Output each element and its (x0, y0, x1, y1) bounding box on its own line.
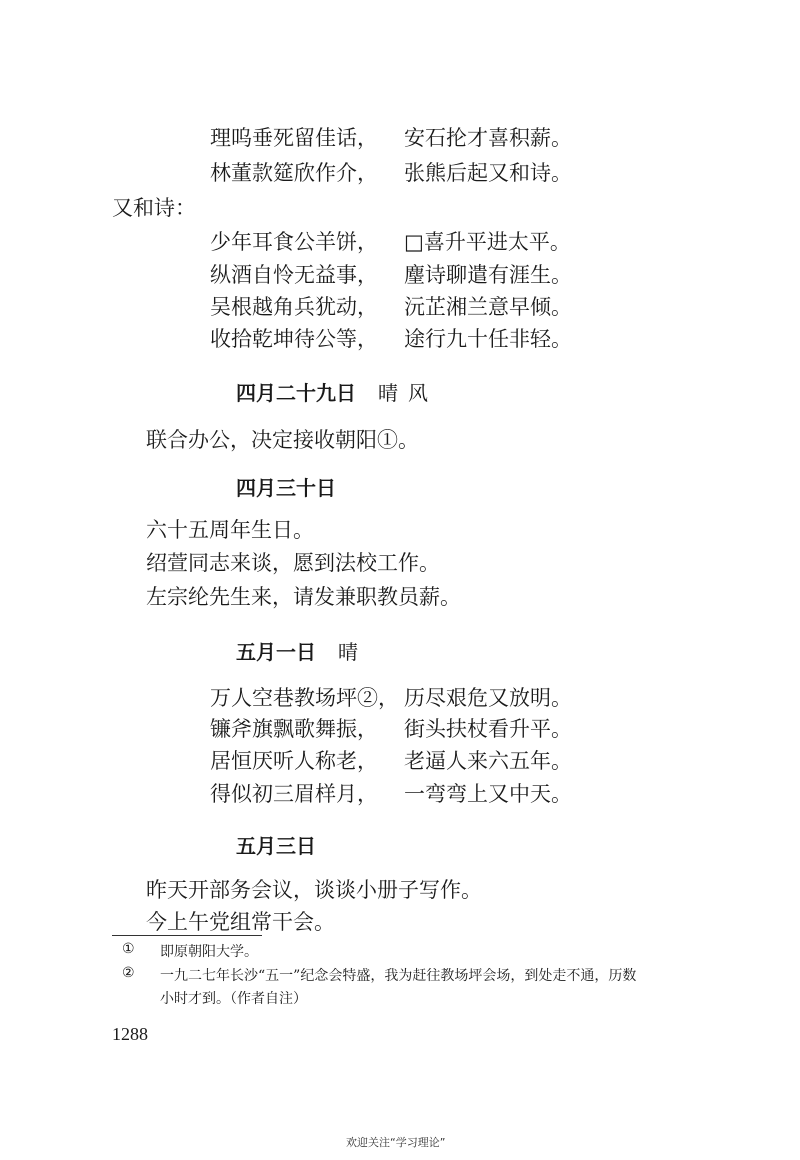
entry-date: 五月三日 (236, 834, 316, 858)
poem-intro: 又和诗： (112, 196, 196, 220)
entry-text-line: 联合办公，决定接收朝阳①。 (146, 428, 419, 452)
poem-line-left: 得似初三眉样月， (210, 782, 378, 806)
entry-date: 五月一日 (236, 640, 316, 664)
entry-weather: 晴 (338, 640, 368, 664)
watermark-text: 欢迎关注“学习理论” (346, 1136, 446, 1149)
poem-line-right: □喜升平进太平。 (404, 230, 571, 254)
poem-line-right: 沅芷湘兰意早倾。 (404, 295, 572, 319)
poem-line-left: 居恒厌听人称老， (210, 749, 378, 773)
entry-text-line: 六十五周年生日。 (146, 518, 314, 542)
poem-line-right: 街头扶杖看升平。 (404, 717, 572, 741)
footnote-text: 即原朝阳大学。 (160, 944, 258, 960)
footnote-divider (112, 935, 262, 936)
poem-line-right: 张熊后起又和诗。 (404, 161, 572, 185)
poem-line-left: 林董款筵欣作介， (210, 161, 378, 185)
entry-text-line: 今上午党组常干会。 (146, 910, 335, 934)
entry-text-line: 昨天开部务会议，谈谈小册子写作。 (146, 878, 482, 902)
poem-line-left: 理呜垂死留佳话， (210, 126, 378, 150)
entry-weather: 晴风 (378, 381, 438, 405)
entry-date-heading (236, 472, 336, 501)
footnote-mark: ② (122, 965, 135, 981)
footnote-text: 一九二七年长沙“五一”纪念会特盛，我为赶往教场坪会场，到处走不通，历数 (160, 968, 637, 984)
poem-line-right: 麈诗聊遣有涯生。 (404, 263, 572, 287)
page-number: 1288 (112, 1024, 148, 1044)
entry-date-heading (236, 636, 368, 665)
footnote-mark: ① (122, 941, 135, 957)
entry-text-line: 绍萱同志来谈，愿到法校工作。 (146, 551, 440, 575)
entry-text-line: 左宗纶先生来，请发兼职教员薪。 (146, 585, 461, 609)
poem-line-left: 收拾乾坤待公等， (210, 327, 378, 351)
footnote-text-cont: 小时才到。（作者自注） (160, 991, 307, 1007)
entry-date-heading (236, 830, 316, 859)
entry-date: 四月二十九日 (236, 381, 356, 405)
poem-line-right: 一弯弯上又中天。 (404, 782, 572, 806)
poem-line-right: 老逼人来六五年。 (404, 749, 572, 773)
poem-line-left: 吴根越角兵犹动， (210, 295, 378, 319)
poem-line-left: 镰斧旗飘歌舞振， (210, 717, 378, 741)
entry-date-heading (236, 377, 438, 406)
poem-line-right: 途行九十任非轻。 (404, 327, 572, 351)
poem-line-left: 万人空巷教场坪②， (210, 686, 399, 710)
entry-date: 四月三十日 (236, 476, 336, 500)
poem-line-right: 安石抡才喜积薪。 (404, 126, 572, 150)
poem-line-left: 少年耳食公羊饼， (210, 230, 378, 254)
poem-line-right: 历尽艰危又放明。 (404, 686, 572, 710)
poem-line-left: 纵酒自怜无益事， (210, 263, 378, 287)
